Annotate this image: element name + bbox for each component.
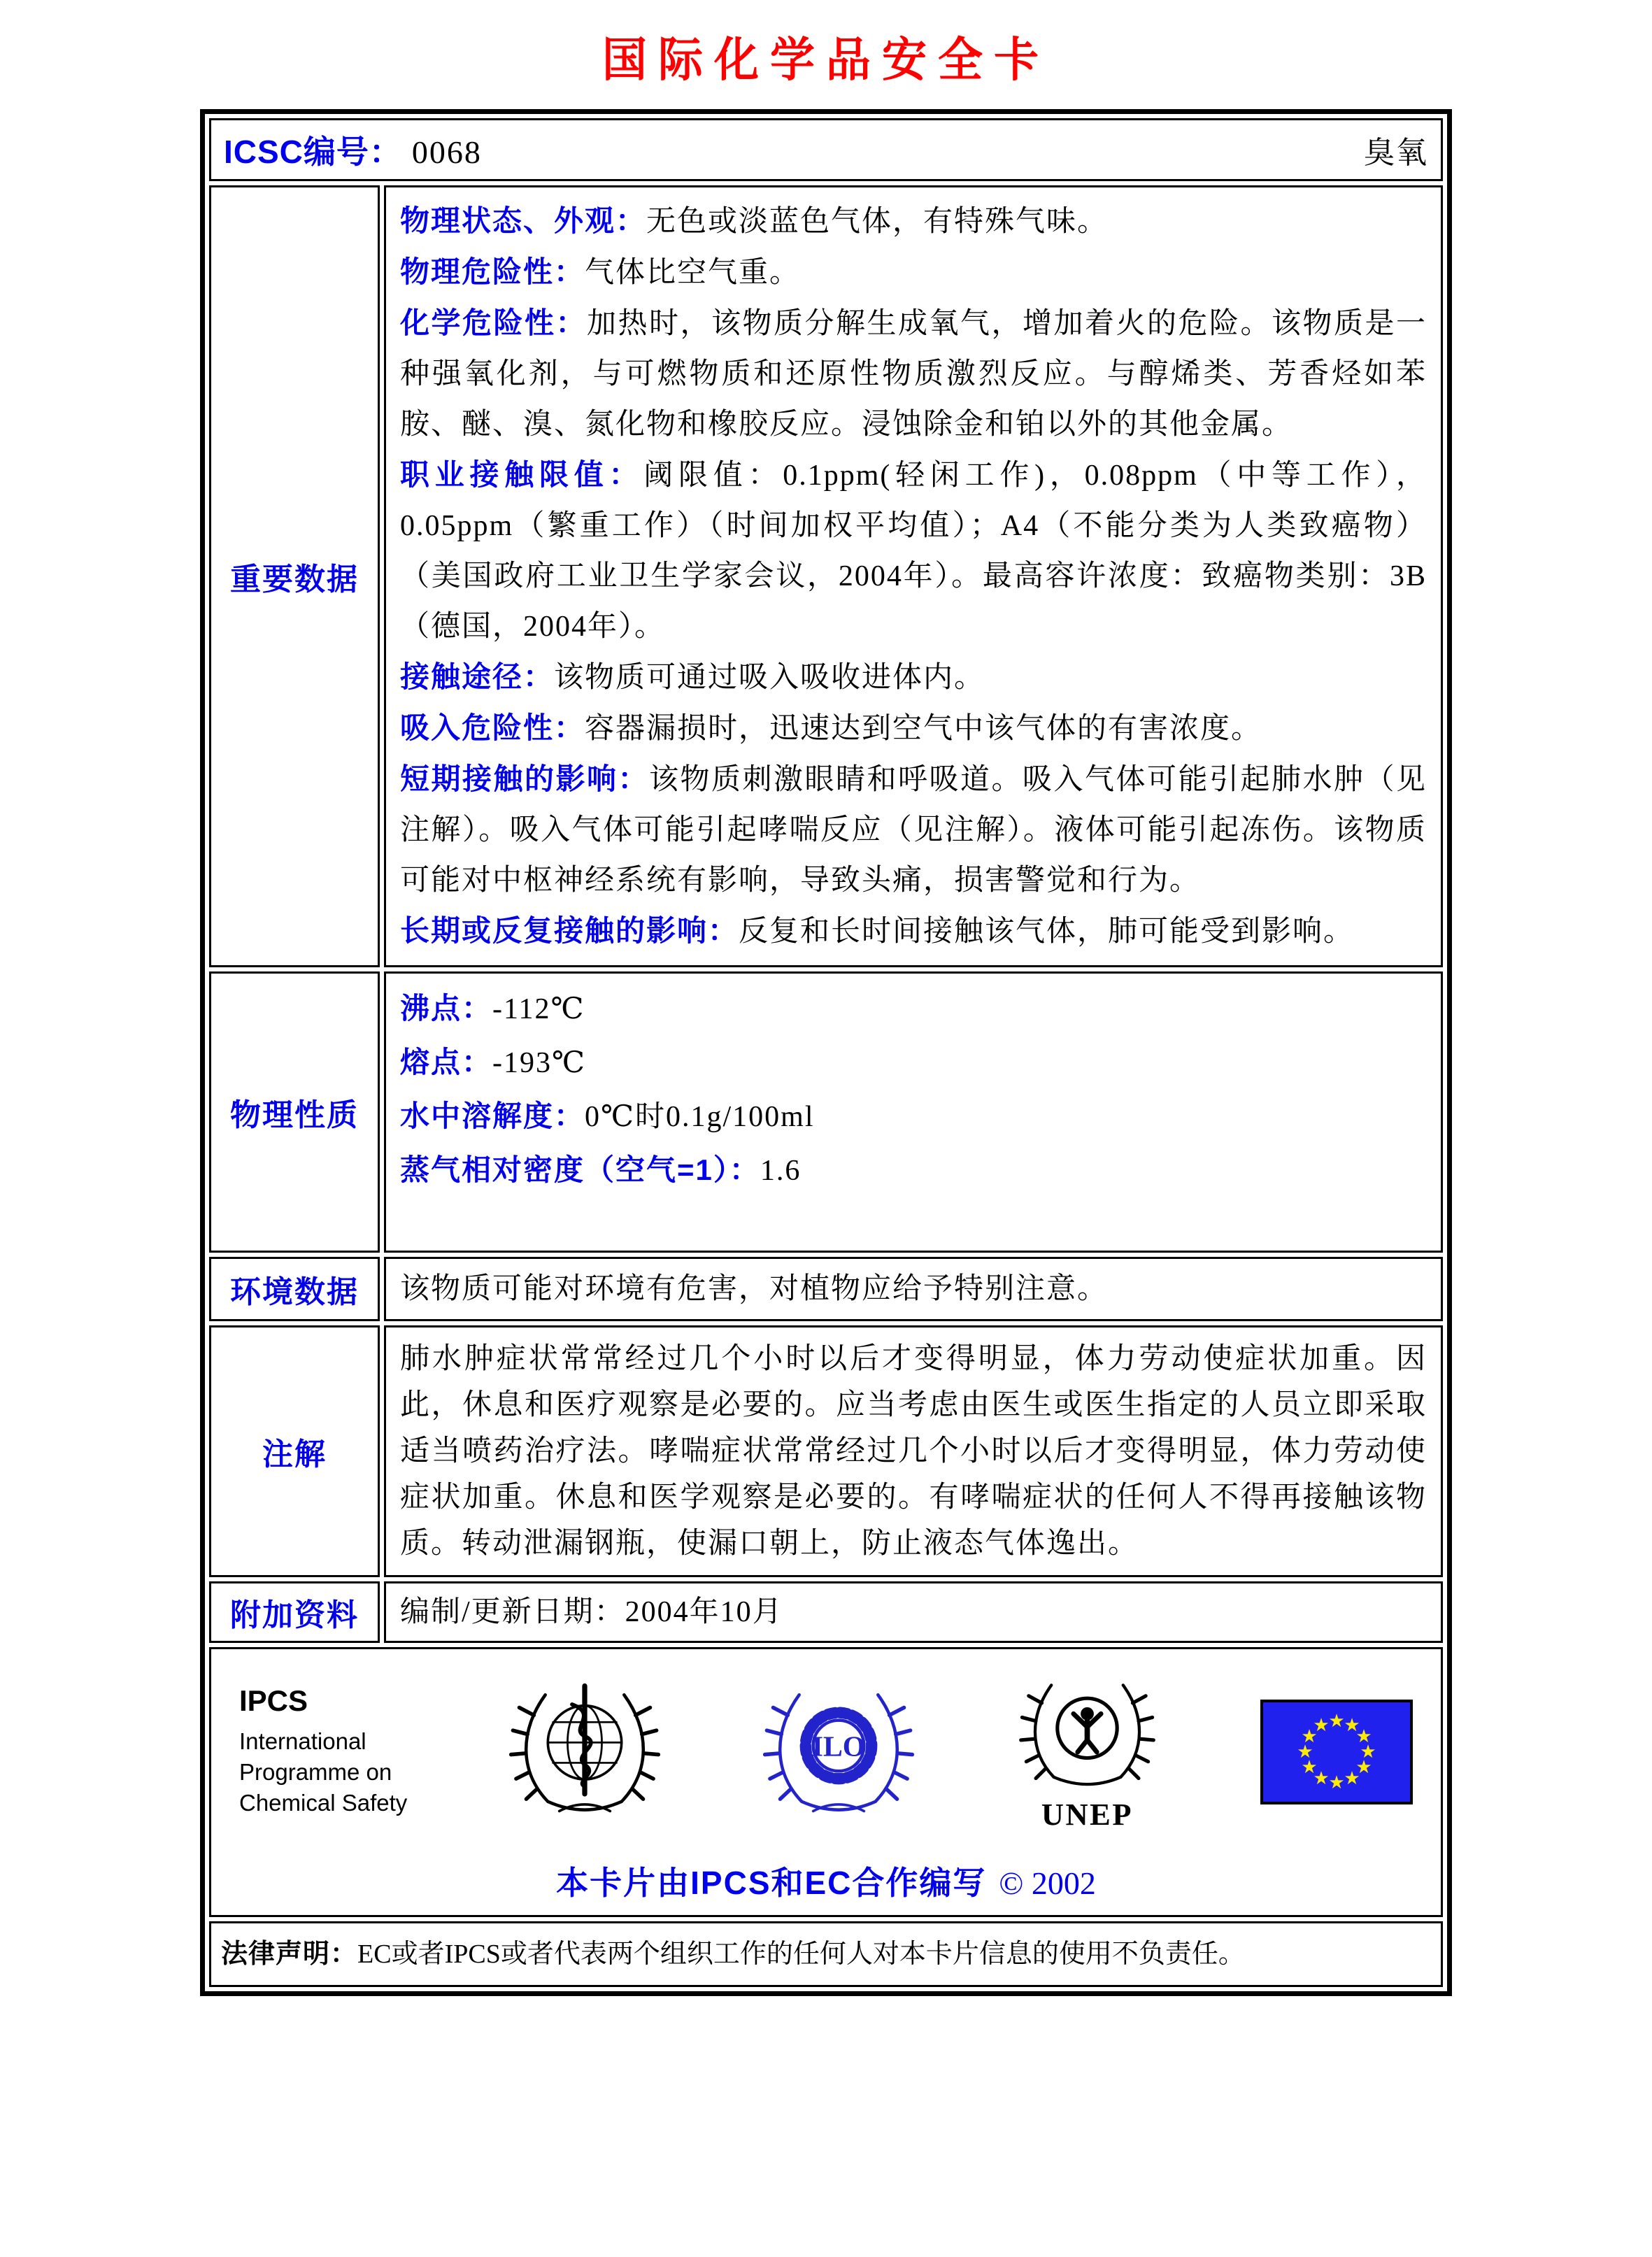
field-text: 1.6 [760,1155,802,1187]
field-heading: 物理危险性： [400,255,585,288]
ipcs-text-block [239,1686,407,1818]
field-chemical-danger [400,298,1427,450]
credit-line [218,1858,1434,1904]
icsc-number-label: ICSC编号： [224,134,402,170]
field-heading: 吸入危险性： [400,711,585,744]
section-label-physical-properties: 物理性质 [209,971,380,1253]
field-text: 该物质可通过吸入吸收进体内。 [554,662,985,694]
field-text: 0℃时0.1g/100ml [585,1101,815,1133]
field-occupational-limits [400,450,1427,652]
logo-row [218,1665,1434,1839]
environmental-data-content [384,1257,1443,1321]
additional-info-text: 编制/更新日期：2004年10月 [400,1596,783,1628]
physical-properties-content [384,971,1443,1253]
card-header [224,127,1428,172]
eu-flag-star: ★ [1297,1742,1313,1763]
icsc-document-page [0,24,1652,2257]
card-header-cell [209,118,1443,181]
field-inhalation-risk [400,703,1427,754]
field-text: 阈限值：0.1ppm(轻闲工作)，0.08ppm（中等工作），0.05ppm（繁重工作）（时间加权平均值）；A4（不能分类为人类致癌物）（美国政府工业卫生学家会议，2004年）。最高容许浓度：致癌物类别：3B（德国，2004年）。 [400,460,1427,643]
field-physical-danger [400,247,1427,298]
eu-flag-star: ★ [1328,1772,1345,1793]
field-heading: 短期接触的影响： [400,762,649,795]
unep-logo-icon [1016,1665,1159,1839]
footer-cell [209,1647,1443,1917]
eu-flag-star: ★ [1301,1726,1318,1747]
credit-text: 本卡片由IPCS和EC合作编写 [556,1865,987,1901]
icsc-number [224,127,482,173]
legal-label: 法律声明： [221,1939,358,1969]
eu-flag-star: ★ [1313,1715,1330,1736]
field-heading: 熔点： [400,1046,493,1078]
eu-flag-star: ★ [1360,1742,1376,1763]
icsc-number-value: 0068 [411,134,482,170]
chemical-name: 臭氧 [1364,136,1428,170]
field-text: 气体比空气重。 [585,257,801,289]
legal-notice-cell [209,1921,1443,1987]
field-text: -112℃ [492,993,585,1025]
field-text: 该物质刺激眼睛和呼吸道。吸入气体可能引起肺水肿（见注解）。吸入气体可能引起哮喘反应（见注解）。液体可能引起冻伤。该物质可能对中枢神经系统有影响，导致头痛，损害警觉和行为。 [400,764,1427,897]
ipcs-line1: International [239,1728,366,1754]
eu-flag-star: ★ [1328,1711,1345,1732]
field-heading: 蒸气相对密度（空气=1）： [400,1153,760,1186]
field-short-term-effects [400,754,1427,906]
ipcs-line3: Chemical Safety [239,1790,408,1816]
section-label-environmental-data: 环境数据 [209,1257,380,1321]
field-heading: 化学危险性： [400,306,587,339]
who-logo-icon [508,1672,661,1832]
section-label-important-data: 重要数据 [209,185,380,967]
eu-flag-star: ★ [1355,1726,1372,1747]
eu-flag-star: ★ [1355,1757,1372,1778]
field-text: 容器漏损时，迅速达到空气中该气体的有害浓度。 [585,713,1262,745]
eu-flag-star: ★ [1344,1715,1360,1736]
field-text: -193℃ [492,1047,586,1079]
section-label-additional-info: 附加资料 [209,1581,380,1643]
notes-text: 肺水肿症状常常经过几个小时以后才变得明显，体力劳动使症状加重。因此，休息和医疗观察是必要的。应当考虑由医生或医生指定的人员立即采取适当喷药治疗法。哮喘症状常常经过几个小时以后才变得明显，体力劳动使症状加重。休息和医学观察是必要的。有哮喘症状的任何人不得再接触该物质。转动泄漏钢瓶，使漏口朝上，防止液态气体逸出。 [400,1343,1427,1560]
field-heading: 长期或反复接触的影响： [400,914,739,947]
section-label-notes: 注解 [209,1325,380,1577]
field-melting-point [400,1036,1427,1090]
ipcs-name: IPCS [239,1684,308,1717]
field-heading: 接触途径： [400,660,555,693]
unep-logo-text: UNEP [1041,1797,1134,1832]
field-heading: 水中溶解度： [400,1099,585,1132]
ilo-logo-icon [762,1672,915,1832]
ilo-logo-text: ILO [811,1730,865,1763]
page-title: 国际化学品安全卡 [602,34,1050,87]
field-heading: 物理状态、外观： [400,204,647,237]
field-physical-state [400,196,1427,247]
legal-text: EC或者IPCS或者代表两个组织工作的任何人对本卡片信息的使用不负责任。 [357,1939,1245,1969]
field-vapor-density [400,1144,1427,1197]
additional-info-content [384,1581,1443,1643]
eu-flag-icon [1260,1700,1413,1804]
important-data-content [384,185,1443,967]
field-exposure-routes [400,652,1427,703]
field-text: 无色或淡蓝色气体，有特殊气味。 [646,206,1109,238]
ipcs-line2: Programme on [239,1759,392,1785]
copyright-text: © 2002 [999,1865,1096,1901]
eu-flag-star: ★ [1344,1768,1360,1789]
environmental-data-text: 该物质可能对环境有危害，对植物应给予特别注意。 [400,1273,1109,1305]
field-text: 反复和长时间接触该气体，肺可能受到影响。 [739,916,1355,948]
field-heading: 沸点： [400,992,493,1025]
field-long-term-effects [400,906,1427,957]
notes-content [384,1325,1443,1577]
field-text: 加热时，该物质分解生成氧气，增加着火的危险。该物质是一种强氧化剂，与可燃物质和还原性物质激烈反应。与醇烯类、芳香烃如苯胺、醚、溴、氮化物和橡胶反应。浸蚀除金和铂以外的其他金属。 [400,308,1427,441]
field-water-solubility [400,1090,1427,1144]
field-heading: 职业接触限值： [400,458,644,491]
eu-flag-star: ★ [1313,1768,1330,1789]
field-boiling-point [400,982,1427,1036]
icsc-card-table [200,109,1452,1996]
eu-flag-star: ★ [1301,1757,1318,1778]
